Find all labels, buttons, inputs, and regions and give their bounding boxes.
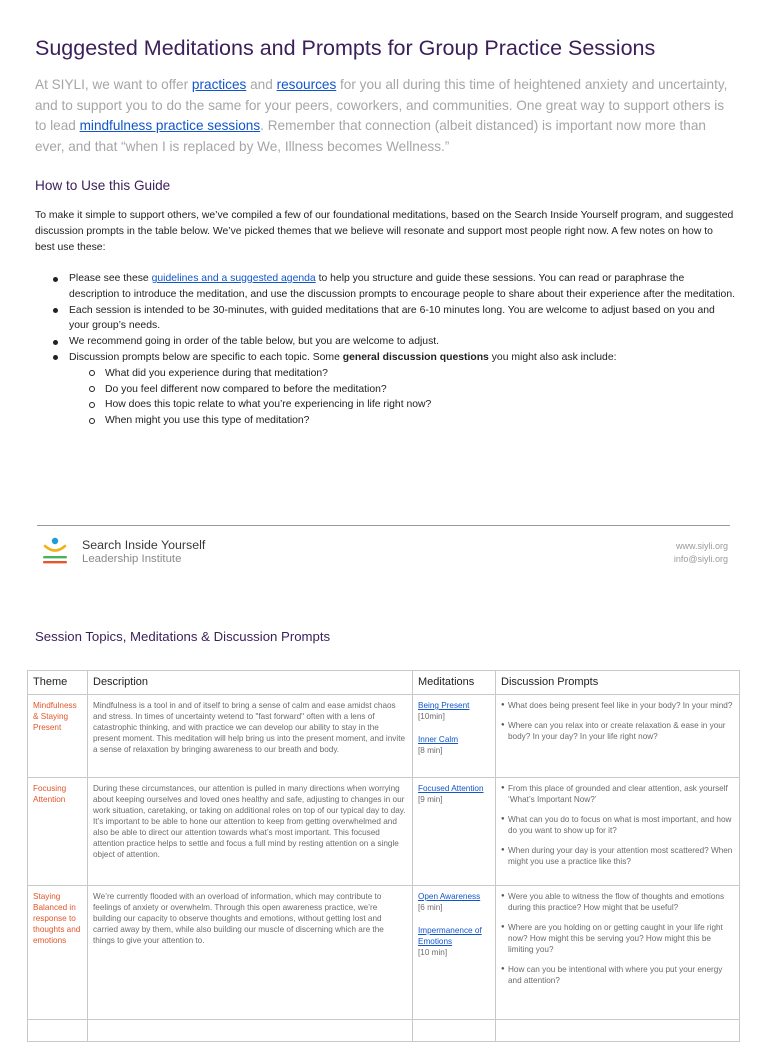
logo-bar-green: [43, 556, 67, 558]
meditations-cell: [413, 778, 496, 886]
logo-dot: [52, 538, 58, 544]
meditation-link[interactable]: Open Awareness: [418, 892, 481, 901]
general-question: When might you use this type of meditation?: [69, 413, 735, 429]
general-question: Do you feel different now compared to before the meditation?: [69, 382, 735, 398]
meditation-link[interactable]: Impermanence of Emotions: [418, 926, 482, 946]
discussion-prompt: ● What can you do to focus on what is most important, and how do you want to show up for it?: [501, 814, 734, 836]
table-row: [28, 695, 740, 778]
meditation-item: [418, 734, 490, 756]
discussion-prompt: ● How can you be intentional with where you put your energy and attention?: [501, 964, 734, 986]
meditation-item: [418, 783, 490, 805]
empty-cell: [496, 1020, 740, 1042]
meditations-cell: [413, 695, 496, 778]
page-title: Suggested Meditations and Prompts for Group Practice Sessions: [35, 36, 656, 60]
meditation-duration: [9 min]: [418, 795, 443, 804]
brand-subtitle: Leadership Institute: [82, 553, 182, 565]
general-question: How does this topic relate to what you’re experiencing in life right now?: [69, 397, 735, 413]
prompts-cell: [496, 778, 740, 886]
meditation-duration: [8 min]: [418, 746, 443, 755]
discussion-prompt: ● Where are you holding on or getting caught in your life right now? How might this be serving you? How might this be limiting you?: [501, 922, 734, 955]
meditation-link[interactable]: Being Present: [418, 701, 470, 710]
prompts-cell: [496, 886, 740, 1020]
website-text: www.siyli.org: [675, 541, 728, 551]
table-row-partial: [28, 1020, 740, 1042]
meditations-cell: [413, 886, 496, 1020]
header-theme: Theme: [28, 671, 88, 695]
meditation-link[interactable]: Inner Calm: [418, 735, 459, 744]
empty-cell: [28, 1020, 88, 1042]
prompts-cell: [496, 695, 740, 778]
general-question: What did you experience during that meditation?: [69, 366, 735, 382]
bullet-1-pre: Please see these: [69, 273, 152, 284]
description-cell: During these circumstances, our attention is pulled in many directions when worrying about keeping ourselves and loved ones healthy and safe, adjusting to changes in our work situation, caretaking, or taking on additional roles on top of our typical day to day. It’s important to be able to hone our attention to keep from getting overwhelmed and also be able to direct our attention towards what’s most important. This focused attention practice helps to settle and focus a full mind by resting attention on a single object of attention.: [88, 778, 413, 886]
discussion-prompt: ● From this place of grounded and clear attention, ask yourself ‘What’s Important Now?’: [501, 783, 734, 805]
table-row: [28, 778, 740, 886]
discussion-prompt: ● Were you able to witness the flow of thoughts and emotions during this practice? How might that be useful?: [501, 891, 734, 913]
intro-text-1: At SIYLI, we want to offer: [35, 77, 192, 92]
theme-cell: Mindfulness & Staying Present: [28, 695, 88, 778]
header-discussion-prompts: Discussion Prompts: [496, 671, 740, 695]
guide-paragraph: To make it simple to support others, we’ve compiled a few of our foundational meditations, based on the Search Inside Yourself program, and suggested discussion prompts in the table below. We’ve picked themes that we believe will resonate and support most people right now. A few notes on how to best use these:: [35, 210, 734, 253]
header-description: Description: [88, 671, 413, 695]
bullet-4-pre: Discussion prompts below are specific to each topic. Some: [69, 351, 343, 363]
theme-cell: Staying Balanced in response to thoughts and emotions: [28, 886, 88, 1020]
guide-bullet-list: [35, 271, 735, 429]
description-cell: Mindfulness is a tool in and of itself to bring a sense of calm and ease amidst chaos and stress. In times of uncertainty wetend to "fast forward" often with a lens of catastrophic thinking, and with practice we can develop our ability to stay in the present moment. This meditation will help bring us into the present moment, and invite a sense of relaxation by bringing awareness to our breath and body.: [88, 695, 413, 778]
intro-text-4: . Remember that connection (albeit distanced) is important now more than ever, and that “when I is replaced by We, Illness becomes Wellness.”: [35, 118, 706, 154]
discussion-prompt: ● What does being present feel like in your body? In your mind?: [501, 700, 734, 711]
empty-cell: [88, 1020, 413, 1042]
bullet-session-length: Each session is intended to be 30-minutes, with guided meditations that are 6-10 minutes long. You are welcome to adjust based on you and your group’s needs.: [35, 303, 735, 335]
table-heading: Session Topics, Meditations & Discussion Prompts: [35, 629, 331, 644]
mindfulness-sessions-link[interactable]: mindfulness practice sessions: [79, 118, 261, 133]
resources-link[interactable]: resources: [276, 77, 337, 92]
description-cell: We’re currently flooded with an overload of information, which may contribute to feelings of anxiety or overwhelm. Through this open awareness practice, we’re building our capacity to observe thoughts and emotions, without getting lost and carried away by them, while also building our muscle of discerning which are the things to give your attention to.: [88, 886, 413, 1020]
meditation-item: [418, 925, 490, 958]
meditation-item: [418, 700, 490, 722]
contact-info: [674, 540, 728, 566]
practices-link[interactable]: practices: [191, 77, 247, 92]
intro-paragraph: [35, 75, 735, 157]
intro-text-3: for you all during this time of heightened anxiety and uncertainty, and to support you to do the same for your peers, coworkers, and communities. One great way to support others is to lead: [35, 77, 728, 133]
bullet-discussion-prompts: [35, 350, 735, 429]
topics-table: [27, 670, 740, 1042]
guidelines-agenda-link[interactable]: guidelines and a suggested agenda: [151, 273, 316, 284]
discussion-prompt: ● When during your day is your attention most scattered? When might you use a practice like this?: [501, 845, 734, 867]
bullet-4-post: you might also ask include:: [488, 351, 617, 363]
logo-bar-orange: [43, 561, 67, 563]
table-row: [28, 886, 740, 1020]
header-meditations: Meditations: [413, 671, 496, 695]
theme-cell: Focusing Attention: [28, 778, 88, 886]
bullet-4-bold: general discussion questions: [342, 351, 489, 363]
meditation-link[interactable]: Focused Attention: [418, 784, 484, 793]
bullet-order: We recommend going in order of the table below, but you are welcome to adjust.: [35, 334, 735, 350]
guide-heading: How to Use this Guide: [35, 178, 171, 193]
brand-name: Search Inside Yourself: [82, 538, 206, 552]
siyli-logo-icon: [40, 536, 70, 566]
empty-cell: [413, 1020, 496, 1042]
meditation-duration: [10 min]: [418, 948, 448, 957]
general-questions-list: [69, 366, 735, 429]
bullet-guidelines: [35, 271, 735, 303]
logo-arc: [45, 546, 65, 551]
meditation-item: [418, 891, 490, 913]
intro-text-2: and: [246, 77, 277, 92]
meditation-duration: [6 min]: [418, 903, 443, 912]
meditation-duration: [10min]: [418, 712, 445, 721]
table-header-row: [28, 671, 740, 695]
email-text: info@siyli.org: [673, 554, 728, 564]
discussion-prompt: ● Where can you relax into or create relaxation & ease in your body? In your day? In your life right now?: [501, 720, 734, 742]
page-divider: [37, 525, 730, 526]
bullet-1-post: to help you structure and guide these sessions. You can read or paraphrase the description to introduce the meditation, and use the discussion prompts to encourage people to share about their experience after the meditation.: [69, 273, 735, 300]
